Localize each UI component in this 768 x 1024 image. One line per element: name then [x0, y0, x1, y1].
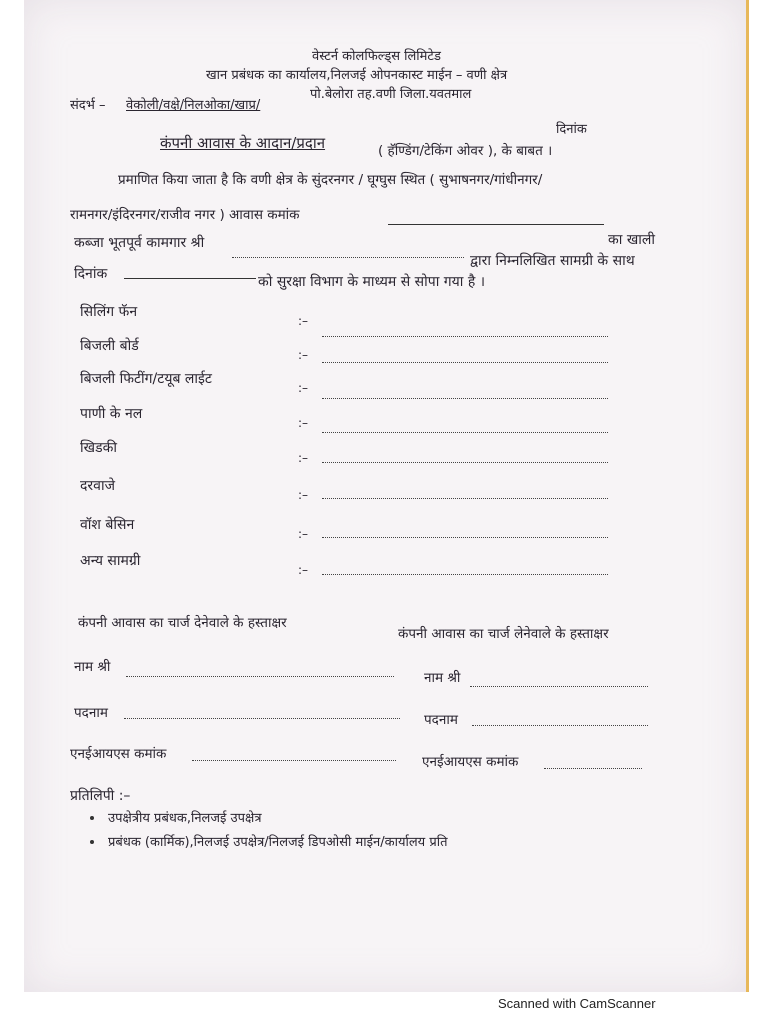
- item-label: वॉश बेसिन: [80, 517, 135, 533]
- item-separator: :–: [298, 416, 309, 430]
- bullet-icon: [90, 816, 94, 820]
- giver-designation-label: पदनाम: [74, 705, 108, 721]
- item-separator: :–: [298, 381, 309, 395]
- item-entry-line[interactable]: [322, 537, 608, 538]
- giver-nis-line[interactable]: [192, 760, 396, 761]
- taker-nis-line[interactable]: [544, 768, 642, 769]
- taker-nis-label: एनईआयएस कमांक: [422, 754, 519, 770]
- item-separator: :–: [298, 314, 309, 328]
- body-line-2-start: रामनगर/इंदिरनगर/राजीव नगर ) आवास कमांक: [70, 207, 300, 223]
- giver-nis-label: एनईआयएस कमांक: [70, 746, 167, 762]
- handover-date-line[interactable]: [124, 278, 256, 279]
- item-entry-line[interactable]: [322, 398, 608, 399]
- taker-designation-label: पदनाम: [424, 712, 458, 728]
- item-label: बिजली फिटींग/टयूब लाईट: [80, 371, 212, 387]
- scanner-footer: Scanned with CamScanner: [498, 996, 656, 1011]
- item-separator: :–: [298, 527, 309, 541]
- taker-name-line[interactable]: [470, 686, 648, 687]
- item-separator: :–: [298, 451, 309, 465]
- copy-item: प्रबंधक (कार्मिक),निलजई उपक्षेत्र/निलजई डिपओसी माईन/कार्यालय प्रति: [108, 835, 448, 850]
- giver-signature-title: कंपनी आवास का चार्ज देनेवाले के हस्ताक्षर: [78, 615, 287, 631]
- item-entry-line[interactable]: [322, 362, 608, 363]
- bullet-icon: [90, 840, 94, 844]
- taker-signature-title: कंपनी आवास का चार्ज लेनेवाले के हस्ताक्षर: [398, 626, 609, 642]
- item-label: सिलिंग फॅन: [80, 304, 138, 320]
- giver-name-label: नाम श्री: [74, 659, 111, 675]
- reference-label: संदर्भ –: [70, 98, 106, 113]
- office-name: खान प्रबंधक का कार्यालय,निलजई ओपनकास्ट माईन – वणी क्षेत्र: [206, 68, 508, 83]
- item-label: अन्य सामग्री: [80, 553, 141, 569]
- item-entry-line[interactable]: [322, 432, 608, 433]
- subject-rest: ( हॅण्डिंग/टेकिंग ओवर ), के बाबत ।: [378, 143, 553, 159]
- office-address: पो.बेलोरा तह.वणी जिला.यवतमाल: [310, 87, 472, 102]
- body-line-1: प्रमाणित किया जाता है कि वणी क्षेत्र के सुंदरनगर / घूग्घुस स्थित ( सुभाषनगर/गांधीनगर/: [118, 172, 543, 188]
- subject-underlined: कंपनी आवास के आदान/प्रदान: [160, 134, 326, 152]
- giver-designation-line[interactable]: [124, 718, 400, 719]
- taker-designation-line[interactable]: [472, 725, 648, 726]
- item-entry-line[interactable]: [322, 574, 608, 575]
- item-label: खिडकी: [80, 440, 117, 456]
- item-label: दरवाजे: [80, 478, 115, 494]
- copy-heading: प्रतिलिपी :–: [70, 788, 131, 804]
- giver-name-line[interactable]: [126, 676, 394, 677]
- company-name: वेस्टर्न कोलफिल्ड्स लिमिटेड: [312, 49, 441, 64]
- body-line-4-end: को सुरक्षा विभाग के माध्यम से सोपा गया है ।: [258, 274, 486, 290]
- copy-item: उपक्षेत्रीय प्रबंधक,निलजई उपक्षेत्र: [108, 811, 262, 826]
- item-separator: :–: [298, 563, 309, 577]
- taker-name-label: नाम श्री: [424, 670, 461, 686]
- body-line-4-start: दिनांक: [74, 266, 108, 282]
- item-label: बिजली बोर्ड: [80, 338, 139, 354]
- body-line-3-end: द्वारा निम्नलिखित सामग्री के साथ: [470, 253, 635, 269]
- item-label: पाणी के नल: [80, 406, 143, 422]
- item-separator: :–: [298, 348, 309, 362]
- item-separator: :–: [298, 488, 309, 502]
- worker-name-line[interactable]: [232, 257, 464, 258]
- reference-value: वेकोली/वक्षे/निलओका/खाप्र/: [126, 98, 261, 113]
- item-entry-line[interactable]: [322, 336, 608, 337]
- item-entry-line[interactable]: [322, 462, 608, 463]
- quarter-number-line[interactable]: [388, 224, 604, 225]
- item-entry-line[interactable]: [322, 498, 608, 499]
- body-line-3-start: कब्जा भूतपूर्व कामगार श्री: [74, 235, 205, 251]
- date-label: दिनांक: [556, 122, 587, 137]
- body-line-2-end: का खाली: [608, 232, 656, 248]
